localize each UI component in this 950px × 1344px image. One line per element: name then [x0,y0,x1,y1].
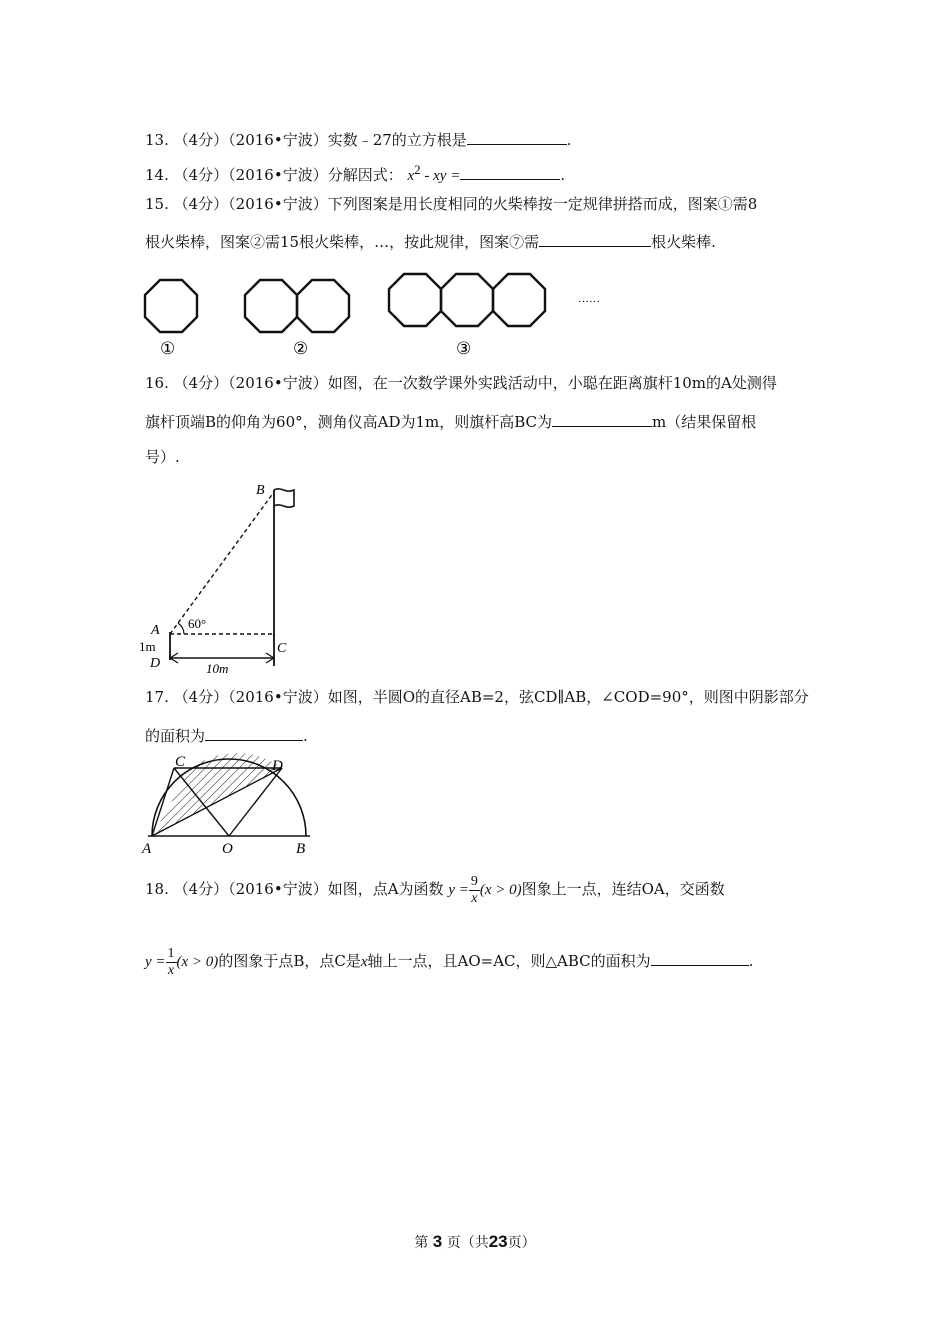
question-13: 13. （4分）（2016•宁波）实数﹣27的立方根是 . [145,128,572,150]
point-label-C: C [277,641,287,656]
octagon-shape [297,280,349,332]
point-label-A: A [142,841,152,857]
pattern-label-3: ③ [456,339,472,358]
q13-answer-blank[interactable] [467,128,567,145]
page-total: 23 [488,1232,508,1251]
pattern-label-2: ② [293,339,309,358]
q16-line-2: 旗杆顶端B的仰角为60°，测角仪高AD为1m，则旗杆高BC为 m（结果保留根 [145,410,756,432]
question-14: 14. （4分）（2016•宁波）分解因式： $x^2$ - xy = . [145,162,566,184]
q16-line-3: 号）. [145,448,180,466]
q14-answer-blank[interactable] [460,163,560,180]
q17-semicircle-figure [136,752,322,858]
point-label-O: O [222,841,233,857]
point-label-A: A [151,623,160,638]
q16-answer-blank[interactable] [552,410,652,427]
pattern-label-1: ① [160,339,176,358]
q15-answer-blank[interactable] [539,230,651,247]
function-2: y = $\frac{1}{x}$ (x > 0) [145,946,219,979]
q15-line-2: 根火柴棒，图案②需15根火柴棒，…，按此规律，图案⑦需 根火柴棒. [145,230,716,252]
q15-line-1: 15. （4分）（2016•宁波）下列图案是用长度相同的火柴棒按一定规律拼搭而成，图案①需8 [145,195,758,213]
point-label-B: B [296,841,306,857]
point-label-C: C [175,754,186,770]
height-label: 1m [139,639,156,654]
q15-matchstick-figure [140,262,620,358]
flag-icon [274,489,294,507]
q17-line-1: 17. （4分）（2016•宁波）如图，半圆O的直径AB=2，弦CD∥AB，∠COD=90°，则图中阴影部分 [145,688,809,706]
octagon-shape [493,274,545,326]
q16-line-1: 16. （4分）（2016•宁波）如图，在一次数学课外实践活动中，小聪在距离旗杆10m的A处测得 [145,374,777,392]
angle-label: 60° [188,616,207,631]
distance-label: 10m [206,661,229,676]
q17-line-2: 的面积为 . [145,724,308,746]
point-label-B: B [256,483,265,498]
function-1: y = $\frac{9}{x}$ (x > 0) [448,874,522,907]
page-number: 3 [432,1232,443,1251]
octagon-shape [441,274,493,326]
q14-text: 14. （4分）（2016•宁波）分解因式： [145,166,403,184]
q18-line-1: 18. （4分）（2016•宁波）如图，点A为函数 y = $\frac{9}{x}$ (x > 0)图象上一点，连结OA，交函数 [145,874,725,907]
point-label-D: D [150,656,161,671]
octagon-shape [145,280,197,332]
q13-text: 13. （4分）（2016•宁波）实数﹣27的立方根是 [145,131,467,149]
pattern-ellipsis: …… [578,293,600,305]
octagon-shape [389,274,441,326]
page-footer: 第 3 页（共23页） [414,1232,536,1251]
q18-answer-blank[interactable] [651,949,749,966]
q18-line-2: y = $\frac{1}{x}$ (x > 0)的图象于点B，点C是x轴上一点，且AO=AC，则△ABC的面积为 . [145,946,754,979]
q14-expression: $x^2$ - xy = [407,162,461,184]
octagon-shape [245,280,297,332]
q17-answer-blank[interactable] [205,724,303,741]
point-label-D: D [272,758,283,774]
q16-flagpole-figure [136,476,316,676]
